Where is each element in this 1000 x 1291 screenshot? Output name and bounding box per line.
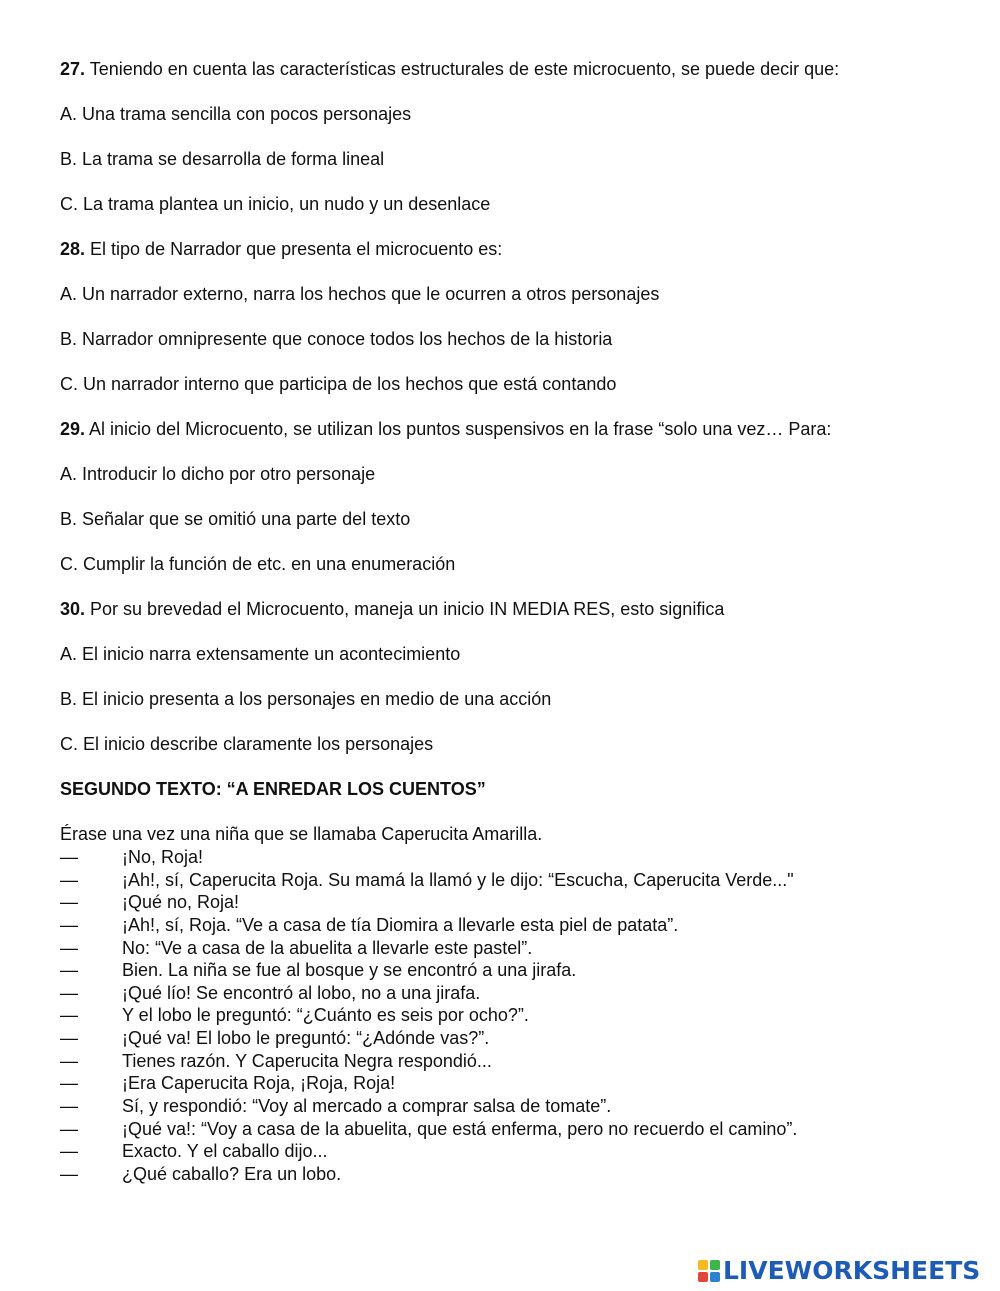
dialogue-text: Y el lobo le preguntó: “¿Cuánto es seis por ocho?”. bbox=[122, 1005, 529, 1026]
dialogue-text: ¡No, Roja! bbox=[122, 847, 204, 867]
dialogue-line bbox=[60, 891, 960, 914]
dialogue-text: ¡Qué lío! Se encontró al lobo, no a una jirafa. bbox=[122, 982, 481, 1003]
question-29 bbox=[60, 418, 960, 598]
question-prompt bbox=[60, 418, 960, 463]
question-number: 28. bbox=[60, 239, 86, 259]
answer-option-c[interactable]: C. El inicio describe claramente los personajes bbox=[60, 734, 434, 754]
dialogue-line bbox=[60, 1118, 960, 1141]
answer-option-b[interactable]: B. El inicio presenta a los personajes en medio de una acción bbox=[60, 689, 552, 709]
dialogue-line bbox=[60, 1163, 960, 1186]
question-prompt bbox=[60, 238, 960, 283]
dialogue-text: No: “Ve a casa de la abuelita a llevarle este pastel”. bbox=[122, 937, 533, 958]
dialogue-line bbox=[60, 914, 960, 937]
question-number: 30. bbox=[60, 599, 86, 619]
dialogue-text: ¡Qué va!: “Voy a casa de la abuelita, que está enferma, pero no recuerdo el camino”. bbox=[122, 1118, 798, 1139]
question-27 bbox=[60, 58, 960, 238]
dialogue-dash: — bbox=[60, 1141, 78, 1162]
dialogue-dash: — bbox=[60, 982, 78, 1003]
answer-option-a[interactable]: A. Introducir lo dicho por otro personaje bbox=[60, 464, 376, 484]
answer-option-a[interactable]: A. El inicio narra extensamente un acontecimiento bbox=[60, 644, 461, 664]
dialogue-line bbox=[60, 982, 960, 1005]
dialogue-line bbox=[60, 1095, 960, 1118]
question-number: 29. bbox=[60, 419, 86, 439]
answer-option-b[interactable]: B. La trama se desarrolla de forma lineal bbox=[60, 149, 385, 169]
question-text: Por su brevedad el Microcuento, maneja un inicio IN MEDIA RES, esto significa bbox=[85, 599, 725, 619]
dialogue-text: ¡Era Caperucita Roja, ¡Roja, Roja! bbox=[122, 1073, 396, 1094]
dialogue-dash: — bbox=[60, 892, 78, 913]
dialogue-dash: — bbox=[60, 1096, 78, 1117]
dialogue-text: ¡Ah!, sí, Caperucita Roja. Su mamá la llamó y le dijo: “Escucha, Caperucita Verde..." bbox=[122, 869, 794, 890]
question-30 bbox=[60, 598, 960, 778]
dialogue-dash: — bbox=[60, 1118, 78, 1139]
logo-square-icon bbox=[698, 1272, 708, 1282]
answer-option-b[interactable]: B. Narrador omnipresente que conoce todos los hechos de la historia bbox=[60, 329, 613, 349]
answer-option-c[interactable]: C. La trama plantea un inicio, un nudo y un desenlace bbox=[60, 194, 491, 214]
dialogue-dash: — bbox=[60, 1073, 78, 1094]
dialogue-text: ¿Qué caballo? Era un lobo. bbox=[122, 1163, 342, 1184]
answer-option-a[interactable]: A. Una trama sencilla con pocos personajes bbox=[60, 104, 412, 124]
story-intro: Érase una vez una niña que se llamaba Caperucita Amarilla. bbox=[60, 824, 543, 844]
dialogue-line bbox=[60, 869, 960, 892]
dialogue-text: ¡Ah!, sí, Roja. “Ve a casa de tía Diomira a llevarle esta piel de patata”. bbox=[122, 914, 679, 935]
dialogue-dash: — bbox=[60, 960, 78, 981]
dialogue-text: ¡Qué no, Roja! bbox=[122, 892, 240, 913]
answer-option-a[interactable]: A. Un narrador externo, narra los hechos que le ocurren a otros personajes bbox=[60, 284, 660, 304]
dialogue-text: Bien. La niña se fue al bosque y se encontró a una jirafa. bbox=[122, 960, 577, 981]
logo-square-icon bbox=[710, 1272, 720, 1282]
liveworksheets-brand[interactable] bbox=[698, 1257, 980, 1285]
question-text: Teniendo en cuenta las características estructurales de este microcuento, se puede decir que: bbox=[85, 59, 840, 79]
question-prompt bbox=[60, 598, 960, 643]
dialogue-dash: — bbox=[60, 1050, 78, 1071]
dialogue-line bbox=[60, 1050, 960, 1073]
dialogue-dash: — bbox=[60, 1028, 78, 1049]
logo-square-icon bbox=[698, 1260, 708, 1270]
dialogue-line bbox=[60, 1027, 960, 1050]
section-heading: SEGUNDO TEXTO: “A ENREDAR LOS CUENTOS” bbox=[60, 779, 486, 799]
dialogue-text: Exacto. Y el caballo dijo... bbox=[122, 1141, 328, 1162]
question-prompt bbox=[60, 58, 960, 103]
dialogue-dash: — bbox=[60, 1005, 78, 1026]
dialogue-dash: — bbox=[60, 869, 78, 890]
question-28 bbox=[60, 238, 960, 418]
answer-option-c[interactable]: C. Cumplir la función de etc. en una enumeración bbox=[60, 554, 456, 574]
dialogue-line bbox=[60, 1004, 960, 1027]
answer-option-b[interactable]: B. Señalar que se omitió una parte del texto bbox=[60, 509, 411, 529]
dialogue-line bbox=[60, 846, 960, 869]
question-text: El tipo de Narrador que presenta el microcuento es: bbox=[85, 239, 503, 259]
dialogue-line bbox=[60, 959, 960, 982]
dialogue-dash: — bbox=[60, 847, 78, 867]
dialogue-line bbox=[60, 1140, 960, 1163]
dialogue-dash: — bbox=[60, 1163, 78, 1184]
dialogue-line bbox=[60, 937, 960, 960]
dialogue-dash: — bbox=[60, 937, 78, 958]
logo-square-icon bbox=[710, 1260, 720, 1270]
liveworksheets-logo-icon bbox=[698, 1260, 720, 1282]
dialogue-text: ¡Qué va! El lobo le preguntó: “¿Adónde vas?”. bbox=[122, 1028, 490, 1049]
dialogue-line bbox=[60, 1072, 960, 1095]
answer-option-c[interactable]: C. Un narrador interno que participa de los hechos que está contando bbox=[60, 374, 617, 394]
dialogue-text: Tienes razón. Y Caperucita Negra respondió... bbox=[122, 1050, 492, 1071]
dialogue-dash: — bbox=[60, 914, 78, 935]
question-number: 27. bbox=[60, 59, 86, 79]
dialogue-list bbox=[60, 846, 960, 1186]
question-text: Al inicio del Microcuento, se utilizan los puntos suspensivos en la frase “solo una vez… Para: bbox=[85, 419, 832, 439]
dialogue-text: Sí, y respondió: “Voy al mercado a comprar salsa de tomate”. bbox=[122, 1096, 612, 1117]
brand-name: LIVEWORKSHEETS bbox=[723, 1256, 981, 1285]
